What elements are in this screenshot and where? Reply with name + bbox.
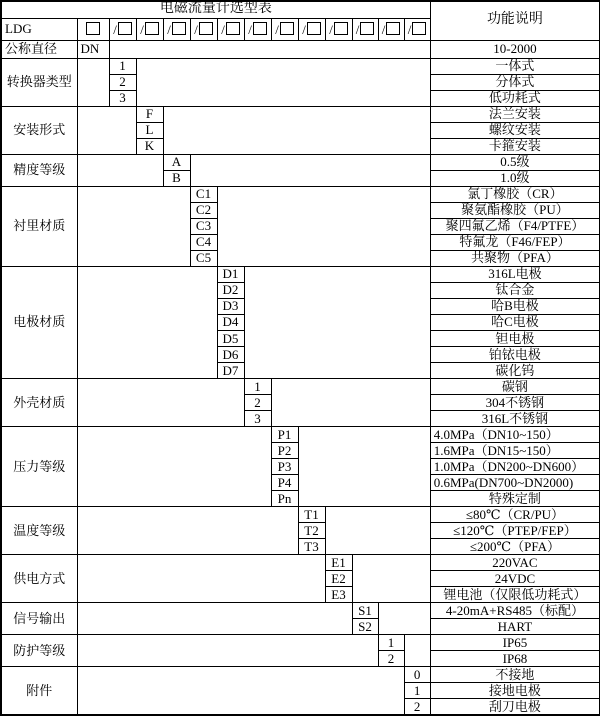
desc-cell: 碳化钨	[430, 362, 600, 378]
desc-cell: 聚四氟乙烯（F4/PTFE）	[430, 218, 600, 234]
desc-cell: 低功耗式	[430, 90, 600, 106]
model-slot-cell	[378, 18, 404, 40]
code-cell: P3	[271, 458, 298, 474]
code-box-icon	[253, 22, 267, 35]
spacer-cell	[77, 603, 352, 635]
desc-cell: 220VAC	[430, 555, 600, 571]
code-cell: P2	[271, 442, 298, 458]
desc-cell: 10-2000	[430, 40, 600, 58]
spacer-cell	[77, 106, 136, 154]
code-cell: 1	[404, 683, 430, 699]
desc-cell: 不接地	[430, 667, 600, 683]
model-slot-cell	[109, 18, 136, 40]
slot-slash: /	[113, 21, 117, 37]
code-cell: C4	[190, 234, 217, 250]
desc-cell: 4-20mA+RS485（标配）	[430, 603, 600, 619]
slot-slash: /	[302, 21, 306, 37]
code-cell: 1	[109, 58, 136, 74]
row-label: 外壳材质	[1, 378, 77, 426]
slot-slash: /	[275, 21, 279, 37]
desc-cell: 碳钢	[430, 378, 600, 394]
code-cell: F	[136, 106, 163, 122]
option-row	[1, 154, 600, 170]
code-cell: T3	[298, 539, 325, 555]
code-cell: 2	[109, 74, 136, 90]
code-cell: A	[163, 154, 190, 170]
option-row	[1, 635, 600, 651]
desc-cell: 卡箍安装	[430, 138, 600, 154]
desc-cell: 一体式	[430, 58, 600, 74]
desc-cell: ≤120℃（PTEP/FEP）	[430, 523, 600, 539]
desc-cell: 共聚物（PFA）	[430, 250, 600, 266]
desc-cell: 316L电极	[430, 266, 600, 282]
code-cell: D4	[217, 314, 244, 330]
row-label: 附件	[1, 667, 77, 715]
code-cell: D1	[217, 266, 244, 282]
code-cell: D2	[217, 282, 244, 298]
desc-cell: IP68	[430, 651, 600, 667]
option-row	[1, 58, 600, 74]
row-label: 防护等级	[1, 635, 77, 667]
model-slot-cell	[244, 18, 271, 40]
code-cell: K	[136, 138, 163, 154]
desc-cell: 分体式	[430, 74, 600, 90]
code-cell: C5	[190, 250, 217, 266]
code-cell: D5	[217, 330, 244, 346]
code-cell: D3	[217, 298, 244, 314]
code-cell: 2	[244, 394, 271, 410]
code-cell: D7	[217, 362, 244, 378]
desc-cell: IP65	[430, 635, 600, 651]
model-slot-cell	[271, 18, 298, 40]
slot-slash: /	[329, 21, 333, 37]
row-label: 安装形式	[1, 106, 77, 154]
desc-cell: 法兰安装	[430, 106, 600, 122]
code-cell: C1	[190, 186, 217, 202]
option-row	[1, 426, 600, 442]
spacer-cell	[77, 635, 378, 667]
option-row	[1, 603, 600, 619]
desc-header: 功能说明	[430, 1, 600, 40]
desc-cell: 1.0MPa（DN200~DN600）	[430, 458, 600, 474]
desc-cell: 1.0级	[430, 170, 600, 186]
spacer-cell	[298, 426, 430, 506]
spacer-cell	[77, 186, 190, 266]
row-label: 精度等级	[1, 154, 77, 186]
slot-slash: /	[194, 21, 198, 37]
row-label: 供电方式	[1, 555, 77, 603]
title-row	[1, 1, 600, 18]
code-cell: C3	[190, 218, 217, 234]
spacer-cell	[404, 635, 430, 667]
model-box-cell	[77, 18, 109, 40]
spacer-cell	[352, 555, 430, 603]
spacer-cell	[271, 378, 430, 426]
slot-slash: /	[248, 21, 252, 37]
code-box-icon	[145, 22, 159, 35]
slot-slash: /	[355, 21, 360, 37]
desc-cell: 特殊定制	[430, 490, 600, 506]
row-label: 衬里材质	[1, 186, 77, 266]
option-row	[1, 667, 600, 683]
slot-slash: /	[221, 21, 225, 37]
model-slot-cell	[352, 18, 378, 40]
desc-cell: 4.0MPa（DN10~150）	[430, 426, 600, 442]
desc-cell: 铂铱电极	[430, 346, 600, 362]
code-box-icon	[412, 22, 426, 35]
spacer-cell	[136, 58, 430, 106]
code-box-icon	[307, 22, 321, 35]
code-cell: L	[136, 122, 163, 138]
row-label: 信号输出	[1, 603, 77, 635]
model-slot-cell	[298, 18, 325, 40]
spacer-cell	[77, 378, 244, 426]
desc-cell: 螺纹安装	[430, 122, 600, 138]
spacer-cell	[77, 426, 271, 506]
desc-cell: 哈B电极	[430, 298, 600, 314]
code-box-icon	[172, 22, 186, 35]
desc-cell: 哈C电极	[430, 314, 600, 330]
code-cell: 3	[109, 90, 136, 106]
row-label: 压力等级	[1, 426, 77, 506]
spacer-cell	[77, 58, 109, 106]
spacer-cell	[77, 154, 163, 186]
spacer-cell	[190, 154, 430, 186]
spacer-cell	[217, 186, 430, 266]
desc-cell: 1.6MPa（DN15~150）	[430, 442, 600, 458]
spacer-cell	[378, 603, 430, 635]
desc-cell: 316L不锈钢	[430, 410, 600, 426]
code-cell: E2	[325, 571, 352, 587]
code-cell: E3	[325, 587, 352, 603]
code-box-icon	[86, 22, 100, 35]
model-slot-cell	[325, 18, 352, 40]
code-cell: S1	[352, 603, 378, 619]
slot-slash: /	[140, 21, 144, 37]
desc-cell: 钽电极	[430, 330, 600, 346]
slot-slash: /	[167, 21, 171, 37]
desc-cell: 氯丁橡胶（CR）	[430, 186, 600, 202]
spacer-cell	[244, 266, 430, 378]
desc-cell: HART	[430, 619, 600, 635]
code-cell: B	[163, 170, 190, 186]
desc-cell: ≤80℃（CR/PU）	[430, 506, 600, 522]
spacer-cell	[77, 667, 404, 715]
desc-cell: 钛合金	[430, 282, 600, 298]
model-slot-cell	[190, 18, 217, 40]
desc-cell: 特氟龙（F46/FEP）	[430, 234, 600, 250]
code-box-icon	[118, 22, 132, 35]
code-box-icon	[334, 22, 348, 35]
code-cell: 2	[404, 699, 430, 715]
option-row	[1, 266, 600, 282]
code-cell: DN	[77, 40, 109, 58]
spacer-cell	[77, 555, 325, 603]
code-cell: P1	[271, 426, 298, 442]
code-box-icon	[199, 22, 213, 35]
model-slot-cell	[163, 18, 190, 40]
option-row	[1, 506, 600, 522]
desc-cell: 0.5级	[430, 154, 600, 170]
code-cell: 1	[244, 378, 271, 394]
option-row	[1, 555, 600, 571]
desc-cell: 锂电池（仅限低功耗式）	[430, 587, 600, 603]
code-cell: C2	[190, 202, 217, 218]
code-cell: 3	[244, 410, 271, 426]
row-label: 电极材质	[1, 266, 77, 378]
code-cell: S2	[352, 619, 378, 635]
code-cell: D6	[217, 346, 244, 362]
code-cell: T1	[298, 506, 325, 522]
row-label: 公称直径	[1, 40, 77, 58]
slot-slash: /	[407, 21, 412, 37]
code-cell: T2	[298, 523, 325, 539]
spacer-cell	[325, 506, 430, 554]
desc-cell: 聚氨酯橡胶（PU）	[430, 202, 600, 218]
model-slot-cell	[136, 18, 163, 40]
dn-row	[1, 40, 600, 58]
code-box-icon	[386, 22, 400, 35]
code-cell: Pn	[271, 490, 298, 506]
option-row	[1, 106, 600, 122]
row-label: 转换器类型	[1, 58, 77, 106]
option-row	[1, 186, 600, 202]
code-cell: P4	[271, 474, 298, 490]
spacer-cell	[77, 506, 298, 554]
spacer-cell	[163, 106, 430, 154]
desc-cell: 304不锈钢	[430, 394, 600, 410]
desc-cell: ≤200℃（PFA）	[430, 539, 600, 555]
spacer-cell	[109, 40, 430, 58]
option-row	[1, 378, 600, 394]
model-prefix-cell: LDG	[1, 18, 77, 40]
code-box-icon	[226, 22, 240, 35]
desc-cell: 刮刀电极	[430, 699, 600, 715]
code-cell: 0	[404, 667, 430, 683]
code-box-icon	[360, 22, 374, 35]
model-slot-cell	[404, 18, 430, 40]
desc-cell: 24VDC	[430, 571, 600, 587]
spacer-cell	[77, 266, 217, 378]
desc-cell: 接地电极	[430, 683, 600, 699]
code-cell: 1	[378, 635, 404, 651]
code-cell: 2	[378, 651, 404, 667]
code-cell: E1	[325, 555, 352, 571]
model-slot-cell	[217, 18, 244, 40]
row-label: 温度等级	[1, 506, 77, 554]
desc-cell: 0.6MPa(DN700~DN2000)	[430, 474, 600, 490]
code-box-icon	[280, 22, 294, 35]
slot-slash: /	[381, 21, 386, 37]
table-title: 电磁流量计选型表	[1, 1, 430, 18]
